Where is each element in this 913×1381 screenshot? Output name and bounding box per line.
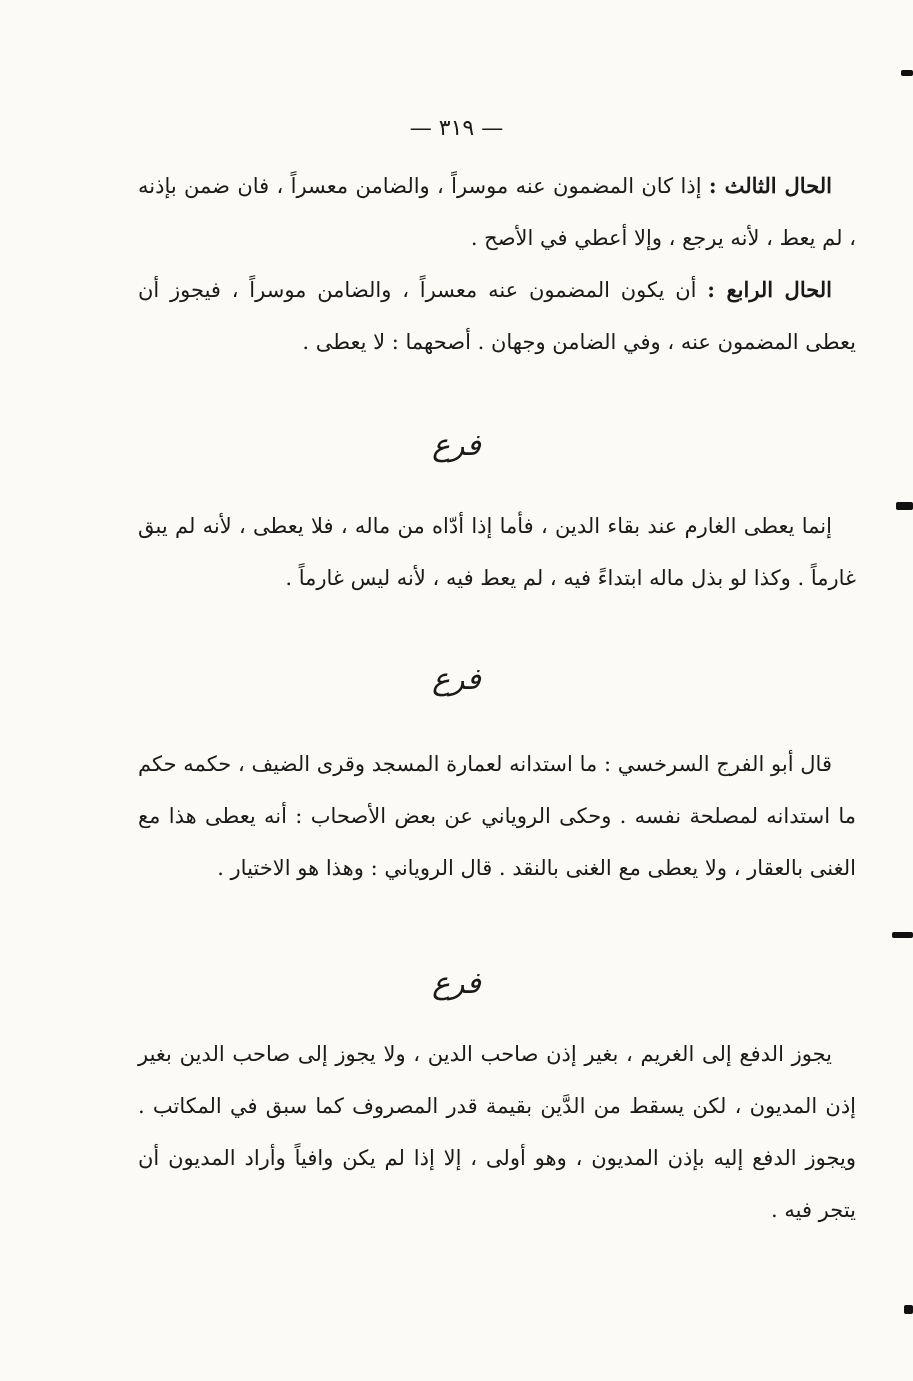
section-body (138, 738, 856, 894)
case-text: إذا كان المضمون عنه موسراً ، والضامن معسراً ، فان ضمن بإذنه ، لم يعط ، لأنه يرجع ، وإلا أعطي في الأصح . (138, 174, 856, 250)
section-paragraph: إنما يعطى الغارم عند بقاء الدين ، فأما إذا أدّاه من ماله ، فلا يعطى ، لأنه لم يبق غارماً . وكذا لو بذل ماله ابتداءً فيه ، لم يعط فيه ، لأنه ليس غارماً . (138, 514, 856, 590)
scan-edge-mark (904, 1305, 913, 1314)
cases-block (138, 160, 856, 368)
scan-edge-mark (896, 502, 913, 510)
case-paragraph (138, 160, 856, 264)
section-paragraph: قال أبو الفرج السرخسي : ما استدانه لعمارة المسجد وقرى الضيف ، حكمه حكم ما استدانه لمصلحة نفسه . وحكى الروياني عن بعض الأصحاب : أنه يعطى هذا مع الغنى بالعقار ، ولا يعطى مع الغنى بالنقد . قال الروياني : وهذا هو الاختيار . (138, 752, 856, 880)
section-heading: فرع (432, 428, 481, 463)
case-text: أن يكون المضمون عنه معسراً ، والضامن موسراً ، فيجوز أن يعطى المضمون عنه ، وفي الضامن وجهان . أصحهما : لا يعطى . (138, 278, 856, 354)
scan-edge-mark (892, 932, 913, 938)
case-lead: الحال الرابع : (707, 277, 833, 302)
section-body (138, 1028, 856, 1236)
case-lead: الحال الثالث : (708, 173, 832, 198)
section-body (138, 500, 856, 604)
scan-edge-mark (901, 70, 913, 76)
section-heading: فرع (432, 662, 481, 697)
case-paragraph (138, 264, 856, 368)
page-number: — ٣١٩ — (409, 116, 504, 141)
section-paragraph: يجوز الدفع إلى الغريم ، بغير إذن صاحب الدين ، ولا يجوز إلى صاحب الدين بغير إذن المديون ، لكن يسقط من الدَّين بقيمة قدر المصروف كما سبق في المكاتب . ويجوز الدفع إليه بإذن المديون ، وهو أولى ، إلا إذا لم يكن وافياً وأراد المديون أن يتجر فيه . (138, 1042, 856, 1222)
section-heading: فرع (432, 966, 481, 1001)
